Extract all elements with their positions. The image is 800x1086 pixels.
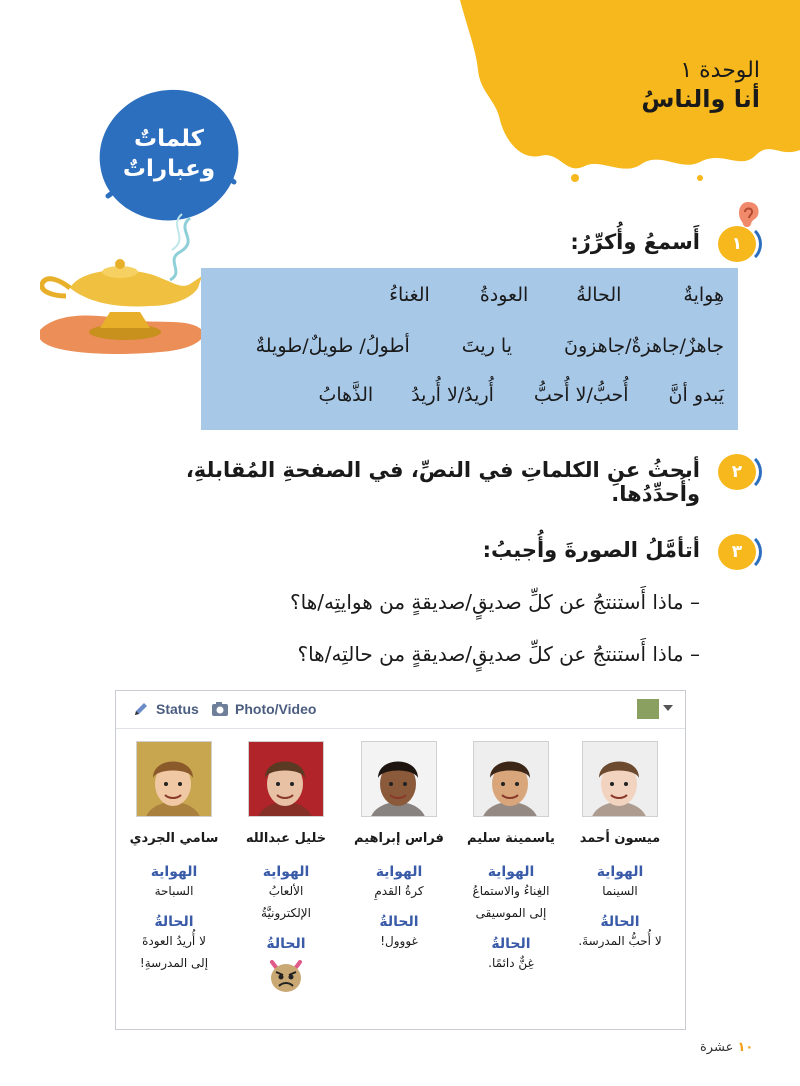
hobby-label: الهواية <box>375 864 423 880</box>
vocab-word: هِوايةٌ <box>683 284 724 306</box>
vocab-word: الغناءُ <box>389 284 430 306</box>
profile-card <box>565 741 675 952</box>
hobby-label: الهواية <box>150 864 198 880</box>
section-3-heading: أتأمَّلُ الصورةَ وأُجيبُ: <box>482 538 700 562</box>
question-2: – ماذا أَستنتجُ عن كلِّ صديقٍ/صديقةٍ من حالتِه/ها؟ <box>297 642 700 666</box>
composer-toolbar <box>116 691 685 729</box>
hobby-text: الإلكترونيَّةُ <box>261 906 311 920</box>
profile-photo <box>136 741 212 817</box>
vocab-word: أُريدُ/لا أُريدُ <box>411 384 494 406</box>
section-3-number: ٣ <box>718 534 756 570</box>
magic-lamp-icon <box>40 200 210 360</box>
section-1-number: ١ <box>718 226 756 262</box>
hobby-label: الهواية <box>262 864 310 880</box>
vocab-row-2 <box>256 335 724 357</box>
profile-name[interactable]: فراس إبراهيم <box>354 831 444 846</box>
vocab-word: الذَّهابُ <box>318 384 374 406</box>
vocab-row-3 <box>318 384 724 406</box>
profile-name[interactable]: ميسون أحمد <box>579 831 661 846</box>
section-1-heading: أَسمعُ وأُكرِّرُ: <box>570 230 700 254</box>
vocab-word: العودةُ <box>479 284 529 306</box>
profile-card <box>231 741 341 998</box>
pencil-icon <box>132 700 150 718</box>
angry-monster-icon <box>231 952 341 998</box>
hobby-label: الهواية <box>487 864 535 880</box>
profile-photo <box>473 741 549 817</box>
question-1: – ماذا أَستنتجُ عن كلِّ صديقٍ/صديقةٍ من هوايتِه/ها؟ <box>290 590 700 614</box>
vocab-row-1 <box>389 284 724 306</box>
tab-photo-video[interactable]: Photo/Video <box>235 701 317 717</box>
vocab-word: جاهزٌ/جاهزةٌ/جاهزونَ <box>564 335 724 357</box>
vocab-word: أطولُ/ طويلٌ/طويلةٌ <box>255 335 410 357</box>
camera-icon <box>211 700 229 718</box>
section-1-badge <box>712 226 756 262</box>
state-text: إلى المدرسةِ! <box>139 956 209 970</box>
profile-name[interactable]: ياسمينة سليم <box>467 831 555 846</box>
unit-header <box>641 58 760 113</box>
state-text: غووول! <box>380 934 418 948</box>
hobby-text: السباحة <box>154 884 194 898</box>
profile-card <box>119 741 229 974</box>
blob-line-2: وعباراتٌ <box>122 156 216 182</box>
hobby-text: إلى الموسيقى <box>475 906 547 920</box>
vocabulary-box <box>201 268 738 430</box>
user-avatar[interactable] <box>637 699 659 719</box>
section-2-badge <box>712 454 756 490</box>
vocab-word: الحالةُ <box>576 284 622 306</box>
section-2-number: ٢ <box>718 454 756 490</box>
hobby-label: الهواية <box>596 864 644 880</box>
vocab-word: أُحبُّ/لا أُحبُّ <box>533 384 629 406</box>
blob-line-1: كلماتٌ <box>134 126 204 152</box>
profile-card <box>456 741 566 974</box>
state-label: الحالةُ <box>379 914 419 930</box>
state-label: الحالةُ <box>154 914 194 930</box>
section-3-badge <box>712 534 756 570</box>
page-word: عشرة <box>700 1040 734 1055</box>
chevron-down-icon[interactable] <box>663 705 673 711</box>
state-label: الحالةُ <box>600 914 640 930</box>
profile-photo <box>361 741 437 817</box>
profile-card <box>344 741 454 952</box>
state-text: غِنٌّ دائمًا. <box>488 956 534 970</box>
profile-name[interactable]: خليل عبدالله <box>245 831 327 846</box>
unit-label: الوحدة ١ <box>680 58 760 83</box>
hobby-text: الألعابُ <box>268 884 304 898</box>
state-label: الحالةُ <box>266 936 306 952</box>
section-2-heading: أبحثُ عنِ الكلماتِ في النصِّ، في الصفحةِ المُقابلةِ، وأُحدِّدُها. <box>185 458 700 506</box>
hobby-text: السينما <box>602 884 638 898</box>
profile-photo <box>582 741 658 817</box>
state-text: لا أُحبُّ المدرسةَ. <box>578 934 662 948</box>
tab-status[interactable]: Status <box>156 701 199 717</box>
social-profile-card <box>115 690 686 1030</box>
page-number: ١٠ <box>737 1040 754 1055</box>
state-label: الحالةُ <box>491 936 531 952</box>
page-footer <box>700 1040 753 1055</box>
unit-title: أنا والناسُ <box>641 85 760 113</box>
hobby-text: كرةُ القدمِ <box>374 884 424 898</box>
profile-name[interactable]: سامي الجردي <box>129 831 219 846</box>
vocab-word: يا ريتَ <box>461 335 512 357</box>
vocab-word: يَبدو أنَّ <box>668 384 724 406</box>
hobby-text: الغِناءُ والاستماعُ <box>472 884 550 898</box>
state-text: لا أُريدُ العودةَ <box>142 934 206 948</box>
profile-photo <box>248 741 324 817</box>
